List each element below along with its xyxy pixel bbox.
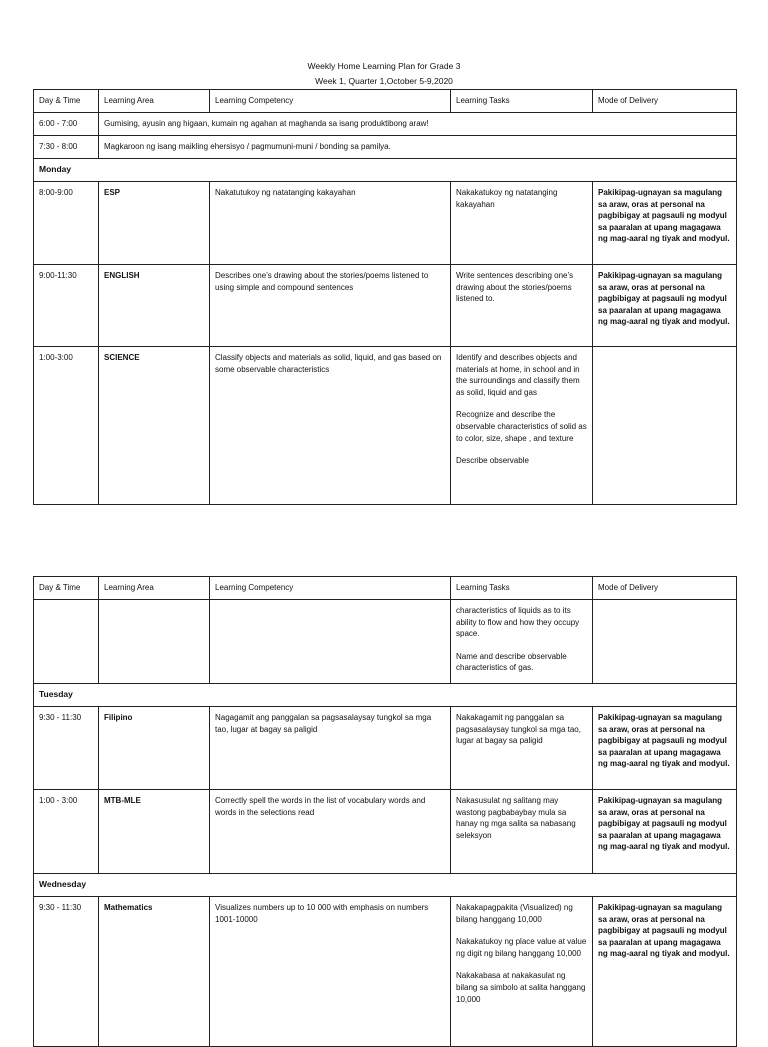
task-cell (451, 347, 593, 505)
day-row-wednesday (34, 874, 737, 897)
header-day-time: Day & Time (34, 577, 99, 600)
competency-cell: Classify objects and materials as solid, liquid, and gas based on some observable characteristics (210, 347, 451, 505)
time-cell: 9:30 - 11:30 (34, 897, 99, 1047)
task-cell (451, 897, 593, 1047)
mode-cell: Pakikipag-ugnayan sa magulang sa araw, oras at personal na pagbibigay at pagsauli ng modyul sa paaralan at upang magagawa ng mag-aaral ng tiyak and modyul. (593, 790, 737, 874)
learning-area-cell: MTB-MLE (99, 790, 210, 874)
competency-cell: Describes one’s drawing about the stories/poems listened to using simple and compound sentences (210, 265, 451, 347)
time-cell: 9:00-11:30 (34, 265, 99, 347)
header-learning-competency: Learning Competency (210, 577, 451, 600)
plan-subtitle: Week 1, Quarter 1,October 5-9,2020 (315, 76, 453, 86)
task-cell: Write sentences describing one’s drawing about the stories/poems listened to. (451, 265, 593, 347)
activity-cell: Magkaroon ng isang maikling ehersisyo / pagmumuni-muni / bonding sa pamilya. (99, 136, 737, 159)
task-paragraph: Identify and describes objects and materials at home, in school and in the surroundings and classify them as solid, liquid and gas (456, 353, 580, 397)
mode-cell: Pakikipag-ugnayan sa magulang sa araw, oras at personal na pagbibigay at pagsauli ng modyul sa paaralan at upang magagawa ng mag-aaral ng tiyak and modyul. (593, 265, 737, 347)
table-row (34, 707, 737, 790)
time-cell: 1:00-3:00 (34, 347, 99, 505)
table-row (34, 600, 737, 684)
time-cell: 1:00 - 3:00 (34, 790, 99, 874)
task-cell (451, 600, 593, 684)
header-learning-tasks: Learning Tasks (451, 577, 593, 600)
header-learning-area: Learning Area (99, 577, 210, 600)
header-mode-of-delivery: Mode of Delivery (593, 577, 737, 600)
header-mode-of-delivery: Mode of Delivery (593, 90, 737, 113)
table-row (34, 136, 737, 159)
table-row (34, 347, 737, 505)
competency-cell: Nakatutukoy ng natatanging kakayahan (210, 182, 451, 265)
task-paragraph: Recognize and describe the observable characteristics of solid as to color, size, shape , and texture (456, 410, 587, 443)
learning-area-cell: SCIENCE (99, 347, 210, 505)
table-row (34, 265, 737, 347)
competency-cell: Visualizes numbers up to 10 000 with emphasis on numbers 1001-10000 (210, 897, 451, 1047)
table-row (34, 897, 737, 1047)
task-paragraph: Nakakatukoy ng place value at value ng digit ng bilang hanggang 10,000 (456, 937, 587, 958)
header-learning-competency: Learning Competency (210, 90, 451, 113)
table-row (34, 113, 737, 136)
task-paragraph: Name and describe observable characteristics of gas. (456, 651, 567, 673)
time-cell: 8:00-9:00 (34, 182, 99, 265)
mode-cell: Pakikipag-ugnayan sa magulang sa araw, oras at personal na pagbibigay at pagsauli ng modyul sa paaralan at upang magagawa ng mag-aaral ng tiyak and modyul. (593, 707, 737, 790)
learning-area-cell: Mathematics (99, 897, 210, 1047)
task-paragraph: Nakakabasa at nakakasulat ng bilang sa simbolo at salita hanggang 10,000 (456, 971, 586, 1004)
learning-area-cell (99, 600, 210, 684)
activity-cell: Gumising, ayusin ang higaan, kumain ng agahan at maghanda sa isang produktibong araw! (99, 113, 737, 136)
time-cell (34, 600, 99, 684)
learning-plan-table-page1 (33, 89, 737, 505)
learning-area-cell: Filipino (99, 707, 210, 790)
task-paragraph: Describe observable (456, 456, 529, 466)
day-label: Wednesday (34, 874, 737, 897)
learning-area-cell: ESP (99, 182, 210, 265)
plan-title: Weekly Home Learning Plan for Grade 3 (307, 61, 461, 71)
competency-cell (210, 600, 451, 684)
day-label: Tuesday (34, 684, 737, 707)
mode-cell (593, 347, 737, 505)
day-row-tuesday (34, 684, 737, 707)
mode-cell (593, 600, 737, 684)
task-cell: Nakasusulat ng salitang may wastong pagbabaybay mula sa hanay ng mga salita sa nabasang seleksyon (451, 790, 593, 874)
time-cell: 6:00 - 7:00 (34, 113, 99, 136)
table-row (34, 790, 737, 874)
table-header-row (34, 90, 737, 113)
header-learning-tasks: Learning Tasks (451, 90, 593, 113)
task-paragraph: characteristics of liquids as to its ability to flow and how they occupy space. (456, 606, 580, 639)
competency-cell: Nagagamit ang panggalan sa pagsasalaysay tungkol sa mga tao, lugar at bagay sa paligid (210, 707, 451, 790)
competency-cell: Correctly spell the words in the list of vocabulary words and words in the selections read (210, 790, 451, 874)
learning-plan-table-page2 (33, 576, 737, 1047)
header-day-time: Day & Time (34, 90, 99, 113)
task-cell: Nakakagamit ng panggalan sa pagsasalaysay tungkol sa mga tao, lugar at bagay sa paligid (451, 707, 593, 790)
mode-cell: Pakikipag-ugnayan sa magulang sa araw, oras at personal na pagbibigay at pagsauli ng modyul sa paaralan at upang magagawa ng mag-aaral ng tiyak and modyul. (593, 897, 737, 1047)
task-cell: Nakakatukoy ng natatanging kakayahan (451, 182, 593, 265)
day-label: Monday (34, 159, 737, 182)
table-row (34, 182, 737, 265)
header-learning-area: Learning Area (99, 90, 210, 113)
learning-area-cell: ENGLISH (99, 265, 210, 347)
time-cell: 9:30 - 11:30 (34, 707, 99, 790)
mode-cell: Pakikipag-ugnayan sa magulang sa araw, oras at personal na pagbibigay at pagsauli ng modyul sa paaralan at upang magagawa ng mag-aaral ng tiyak and modyul. (593, 182, 737, 265)
time-cell: 7:30 - 8:00 (34, 136, 99, 159)
table-header-row (34, 577, 737, 600)
task-paragraph: Nakakapagpakita (Visualized) ng bilang hanggang 10,000 (456, 903, 573, 924)
day-row-monday (34, 159, 737, 182)
